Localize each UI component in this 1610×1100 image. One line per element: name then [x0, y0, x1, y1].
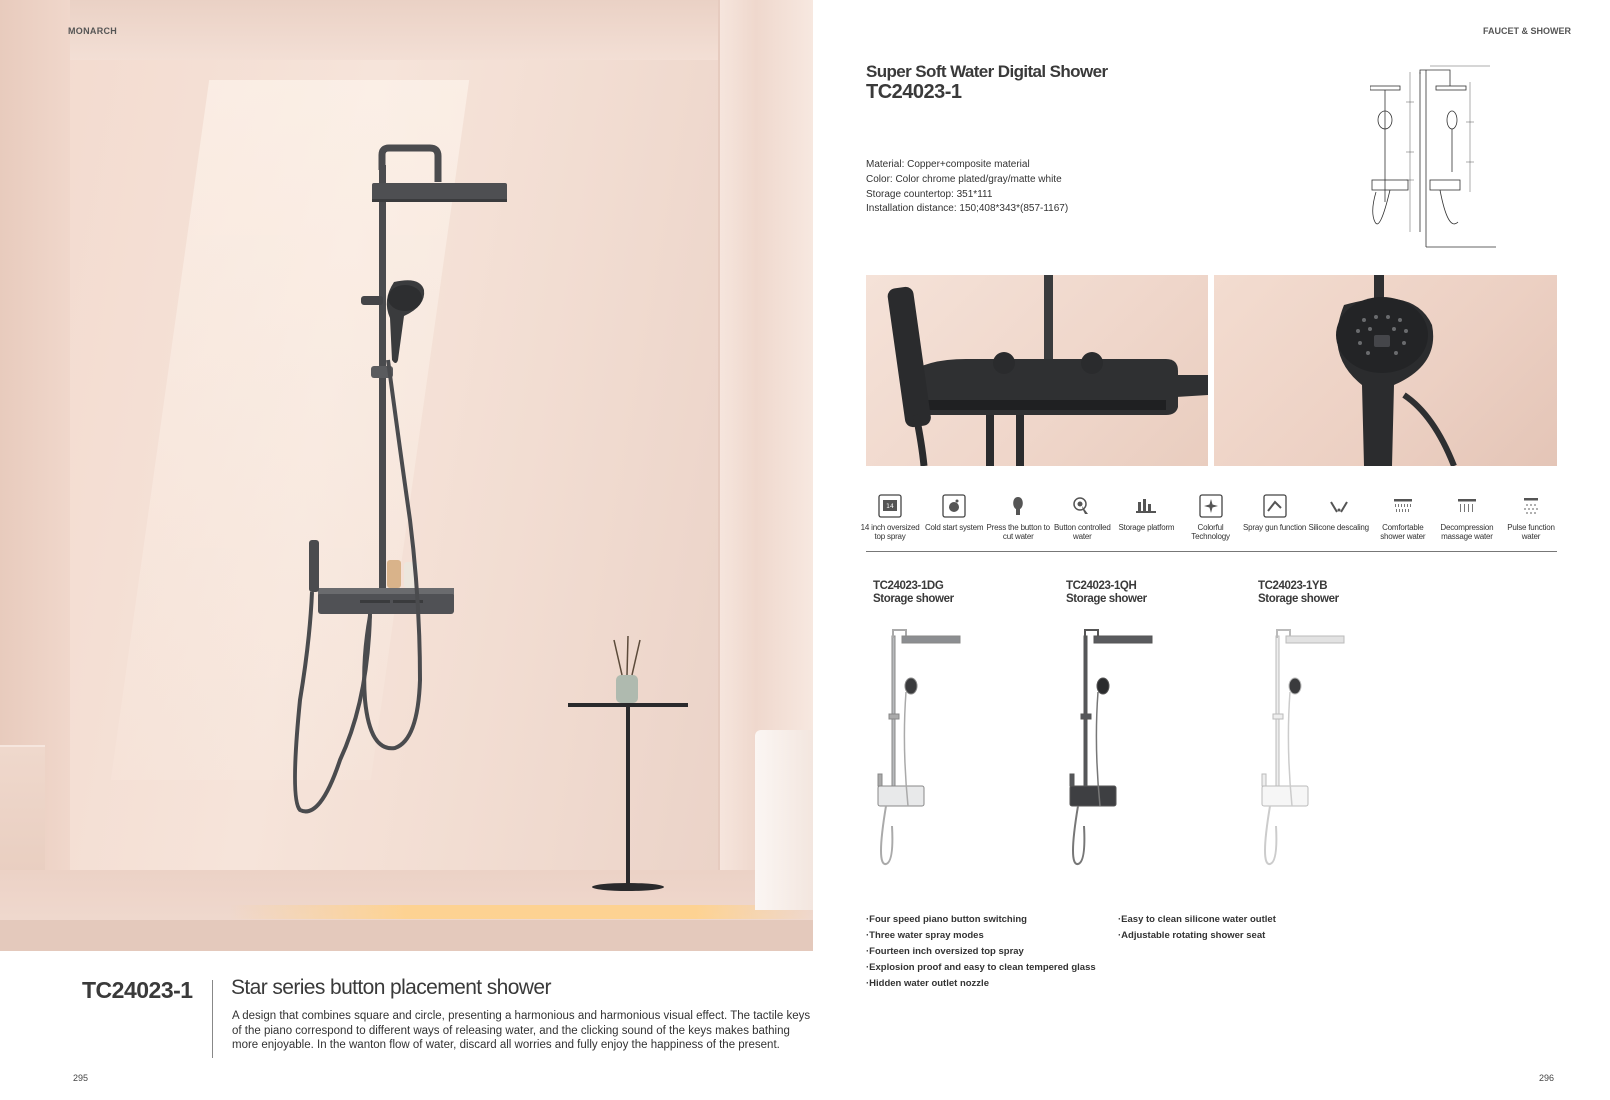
feature-item: Silicone descaling — [1307, 493, 1371, 541]
page-number-right: 296 — [1539, 1073, 1555, 1083]
variant-image-gray — [1058, 626, 1158, 871]
features-divider — [866, 551, 1557, 552]
shower-system-illustration — [0, 0, 813, 951]
spec-color: Color: Color chrome plated/gray/matte white — [866, 173, 1062, 185]
feature-item: Button controlled water — [1050, 493, 1114, 541]
series-title: Star series button placement shower — [231, 976, 551, 999]
detail-photo-hand-shower — [1214, 275, 1557, 466]
variant-dg — [873, 580, 954, 606]
bullet-item: ·Easy to clean silicone water outlet — [1118, 914, 1276, 925]
page-number-left: 295 — [73, 1073, 89, 1083]
side-table-top — [568, 703, 688, 707]
feature-item: Cold start system — [922, 493, 986, 541]
silicone-descaling-icon — [1326, 493, 1352, 519]
feature-item: Comfortable shower water — [1371, 493, 1435, 541]
category-label: FAUCET & SHOWER — [1483, 26, 1572, 36]
spec-installation: Installation distance: 150;408*343*(857-1167) — [866, 203, 1069, 215]
storage-platform-icon — [1133, 493, 1159, 519]
shower-hose — [364, 360, 420, 748]
shower-overhead-arm — [382, 148, 438, 182]
feature-item: Colorful Technology — [1178, 493, 1242, 541]
rain-shower-head — [372, 183, 507, 201]
variant-type: Storage shower — [1258, 593, 1339, 605]
variant-code: TC24023-1QH — [1066, 580, 1137, 592]
spec-storage: Storage countertop: 351*111 — [866, 188, 993, 200]
variant-type: Storage shower — [873, 593, 954, 605]
variant-image-white — [1250, 626, 1350, 871]
variant-type: Storage shower — [1066, 593, 1147, 605]
detail-photo-shelf — [866, 275, 1208, 466]
bullet-item: ·Adjustable rotating shower seat — [1118, 930, 1266, 941]
model-code: TC24023-1 — [82, 977, 193, 1003]
product-code: TC24023-1 — [866, 81, 962, 103]
spec-material: Material: Copper+composite material — [866, 159, 1030, 170]
product-description: A design that combines square and circle, presenting a harmonious and harmonious visual effect. The tactile keys of the piano correspond to different ways of releasing water, and the clicking sound of the keys makes bathing more enjoyable. In the wanton flow of water, discard all worries and fully enjoy the happiness of the present. — [232, 1010, 811, 1051]
feature-item: Pulse function water — [1499, 493, 1563, 541]
feature-list — [858, 493, 1563, 541]
technical-drawing — [1370, 62, 1498, 258]
feature-item: Storage platform — [1114, 493, 1178, 541]
button-cut-water-icon — [1005, 493, 1031, 519]
comfortable-shower-icon — [1390, 493, 1416, 519]
feature-item: Spray gun function — [1243, 493, 1307, 541]
button-control-icon — [1069, 493, 1095, 519]
bullet-item: ·Three water spray modes — [866, 930, 984, 941]
feature-bullets-right — [1118, 912, 1276, 944]
shower-hose — [295, 592, 370, 811]
product-title: Super Soft Water Digital Shower — [866, 62, 1108, 81]
spec-list — [866, 158, 1068, 217]
spray-gun-detail — [887, 286, 932, 428]
variant-yb — [1258, 580, 1339, 606]
svg-text:14: 14 — [886, 503, 894, 510]
pulse-water-icon — [1518, 493, 1544, 519]
lifestyle-photo — [0, 0, 813, 951]
bullet-item: ·Fourteen inch oversized top spray — [866, 946, 1024, 957]
feature-item: Press the button to cut water — [986, 493, 1050, 541]
bullet-item: ·Hidden water outlet nozzle — [866, 978, 989, 989]
spray-gun — [309, 540, 319, 592]
variant-image-chrome — [866, 626, 966, 871]
feature-item: Decompression massage water — [1435, 493, 1499, 541]
brand-name: MONARCH — [68, 26, 118, 36]
massage-water-icon — [1454, 493, 1480, 519]
reed-diffuser — [616, 675, 638, 703]
variant-code: TC24023-1DG — [873, 580, 944, 592]
spray-gun-icon — [1262, 493, 1288, 519]
bullet-item: ·Explosion proof and easy to clean tempered glass — [866, 962, 1096, 973]
feature-item: 14 14 inch oversized top spray — [858, 493, 922, 541]
oversized-spray-icon — [877, 493, 903, 519]
bottle — [387, 560, 401, 588]
colorful-tech-icon — [1198, 493, 1224, 519]
variant-qh — [1066, 580, 1147, 606]
feature-bullets-left — [866, 912, 1096, 992]
title-divider — [212, 980, 213, 1058]
variant-code: TC24023-1YB — [1258, 580, 1328, 592]
bullet-item: ·Four speed piano button switching — [866, 914, 1027, 925]
cold-start-icon — [941, 493, 967, 519]
shower-riser-pipe — [379, 165, 386, 605]
